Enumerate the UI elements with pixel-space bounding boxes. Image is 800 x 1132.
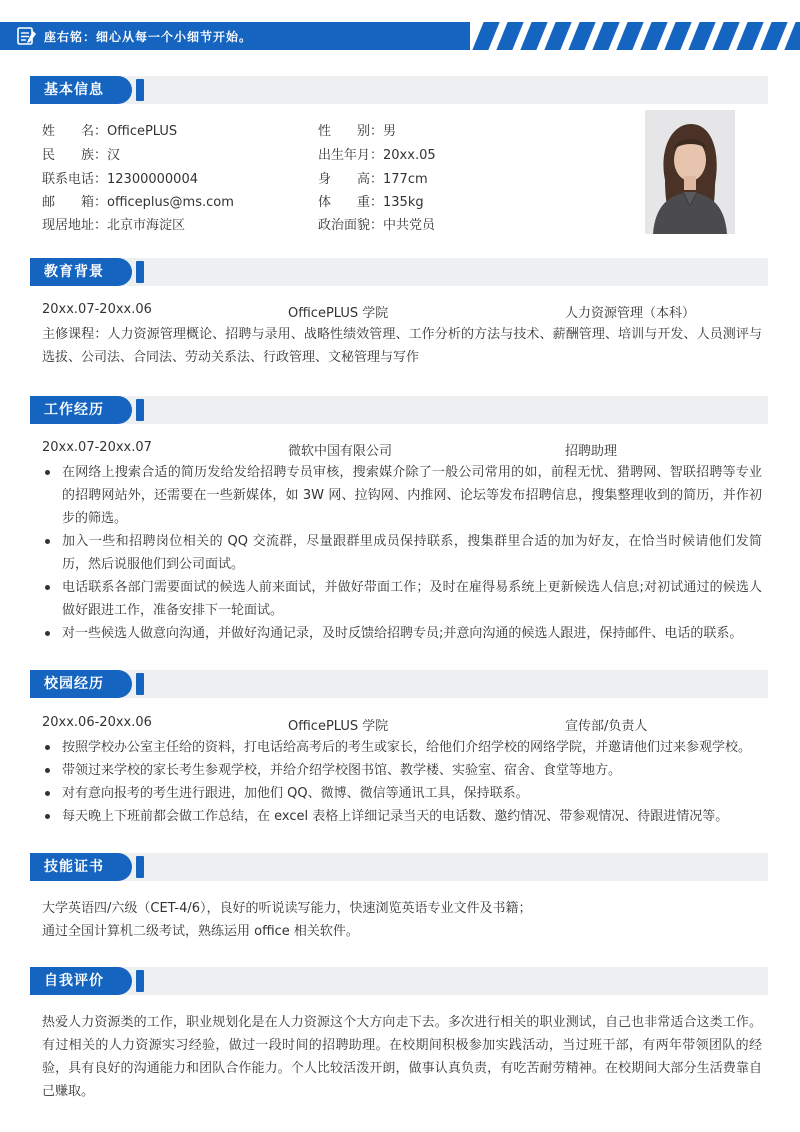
banner-stripe [640, 22, 667, 50]
info-weight: 体 重：135kg [318, 195, 424, 210]
campus-school: OfficePLUS 学院 [288, 719, 389, 734]
section-accent [136, 970, 144, 992]
section-accent [136, 261, 144, 283]
campus-bullet: 对有意向报考的考生进行跟进，加他们 QQ、微博、微信等通讯工具，保持联系。 [42, 782, 762, 805]
section-header-campus [30, 670, 768, 698]
work-bullet: 电话联系各部门需要面试的候选人前来面试，并做好带面工作；及时在雇得易系统上更新候选人信息;对初试通过的候选人做好跟进工作，准备安排下一轮面试。 [42, 576, 762, 622]
work-bullet: 对一些候选人做意向沟通，并做好沟通记录，及时反馈给招聘专员;并意向沟通的候选人跟进，保持邮件、电话的联系。 [42, 622, 762, 645]
banner-stripe [760, 22, 787, 50]
work-bullet: 加入一些和招聘岗位相关的 QQ 交流群，尽量跟群里成员保持联系，搜集群里合适的加为好友，在恰当时候请他们发简历，然后说服他们到公司面试。 [42, 530, 762, 576]
work-company: 微软中国有限公司 [288, 444, 393, 459]
section-title: 教育背景 [44, 264, 104, 280]
section-header-basic [30, 76, 768, 104]
edu-courses: 主修课程：人力资源管理概论、招聘与录用、战略性绩效管理、工作分析的方法与技术、薪酬管理、培训与开发、人员测评与选拔、公司法、合同法、劳动关系法、行政管理、文秘管理与写作 [42, 327, 762, 365]
skill-line: 通过全国计算机二级考试，熟练运用 office 相关软件。 [42, 924, 359, 939]
banner-stripe [496, 22, 523, 50]
motto-text: 座右铭：细心从每一个小细节开始。 [44, 30, 253, 44]
section-accent [136, 673, 144, 695]
section-header-skills [30, 853, 768, 881]
campus-bullet: 每天晚上下班前都会做工作总结，在 excel 表格上详细记录当天的电话数、邀约情况、带参观情况、待跟进情况等。 [42, 805, 762, 828]
section-title: 自我评价 [44, 973, 104, 989]
info-address: 现居地址：北京市海淀区 [42, 218, 186, 233]
section-title: 技能证书 [44, 859, 104, 875]
info-ethnicity: 民 族：汉 [42, 148, 121, 163]
notebook-icon [16, 26, 38, 46]
info-phone: 联系电话：12300000004 [42, 172, 198, 187]
section-header-education [30, 258, 768, 286]
banner-stripe [784, 22, 800, 50]
section-title: 校园经历 [44, 676, 104, 692]
campus-date: 20xx.06-20xx.06 [42, 715, 152, 730]
campus-bullet: 带领过来学校的家长考生参观学校，并给介绍学校图书馆、教学楼、实验室、宿舍、食堂等地方。 [42, 759, 762, 782]
info-height: 身 高：177cm [318, 172, 428, 187]
section-header-work [30, 396, 768, 424]
work-bullet: 在网络上搜索合适的简历发给发给招聘专员审核，搜索媒介除了一般公司常用的如，前程无忧、猎聘网、智联招聘等专业的招聘网站外，还需要在一些新媒体，如 3W 网、拉钩网、内推网、论坛等发布招聘信息，搜集整理收到的简历，并作初步的筛选。 [42, 461, 762, 530]
campus-position: 宣传部/负责人 [565, 719, 648, 734]
edu-major: 人力资源管理（本科） [565, 306, 696, 321]
banner-stripe [544, 22, 571, 50]
info-politics: 政治面貌：中共党员 [318, 218, 436, 233]
section-accent [136, 79, 144, 101]
section-title: 基本信息 [44, 82, 104, 98]
campus-bullet: 按照学校办公室主任给的资料，打电话给高考后的考生或家长，给他们介绍学校的网络学院，并邀请他们过来参观学校。 [42, 736, 762, 759]
edu-date: 20xx.07-20xx.06 [42, 302, 152, 317]
banner-stripe [616, 22, 643, 50]
skill-line: 大学英语四/六级（CET-4/6），良好的听说读写能力，快速浏览英语专业文件及书籍； [42, 901, 532, 916]
edu-school: OfficePLUS 学院 [288, 306, 389, 321]
info-email: 邮 箱：officeplus@ms.com [42, 195, 234, 210]
banner-stripe [472, 22, 499, 50]
work-position: 招聘助理 [565, 444, 618, 459]
work-date: 20xx.07-20xx.07 [42, 440, 152, 455]
info-birth: 出生年月：20xx.05 [318, 148, 436, 163]
info-gender: 性 别：男 [318, 124, 397, 139]
section-accent [136, 856, 144, 878]
profile-photo [645, 110, 735, 234]
banner-stripe [736, 22, 763, 50]
banner-stripe [568, 22, 595, 50]
info-name: 姓 名：OfficePLUS [42, 124, 178, 139]
section-accent [136, 399, 144, 421]
banner-stripe [592, 22, 619, 50]
self-evaluation: 热爱人力资源类的工作，职业规划化是在人力资源这个大方向走下去。多次进行相关的职业测试，自己也非常适合这类工作。有过相关的人力资源实习经验，做过一段时间的招聘助理。在校期间积极参加实践活动，当过班干部，有两年带领团队的经验，具有良好的沟通能力和团队合作能力。个人比较活泼开朗，做事认真负责，有吃苦耐劳精神。在校期间大部分生活费靠自己赚取。 [42, 1015, 762, 1099]
banner-stripe [520, 22, 547, 50]
banner-stripe [712, 22, 739, 50]
banner-stripe [664, 22, 691, 50]
section-title: 工作经历 [44, 402, 104, 418]
banner-stripe [688, 22, 715, 50]
section-header-self [30, 967, 768, 995]
